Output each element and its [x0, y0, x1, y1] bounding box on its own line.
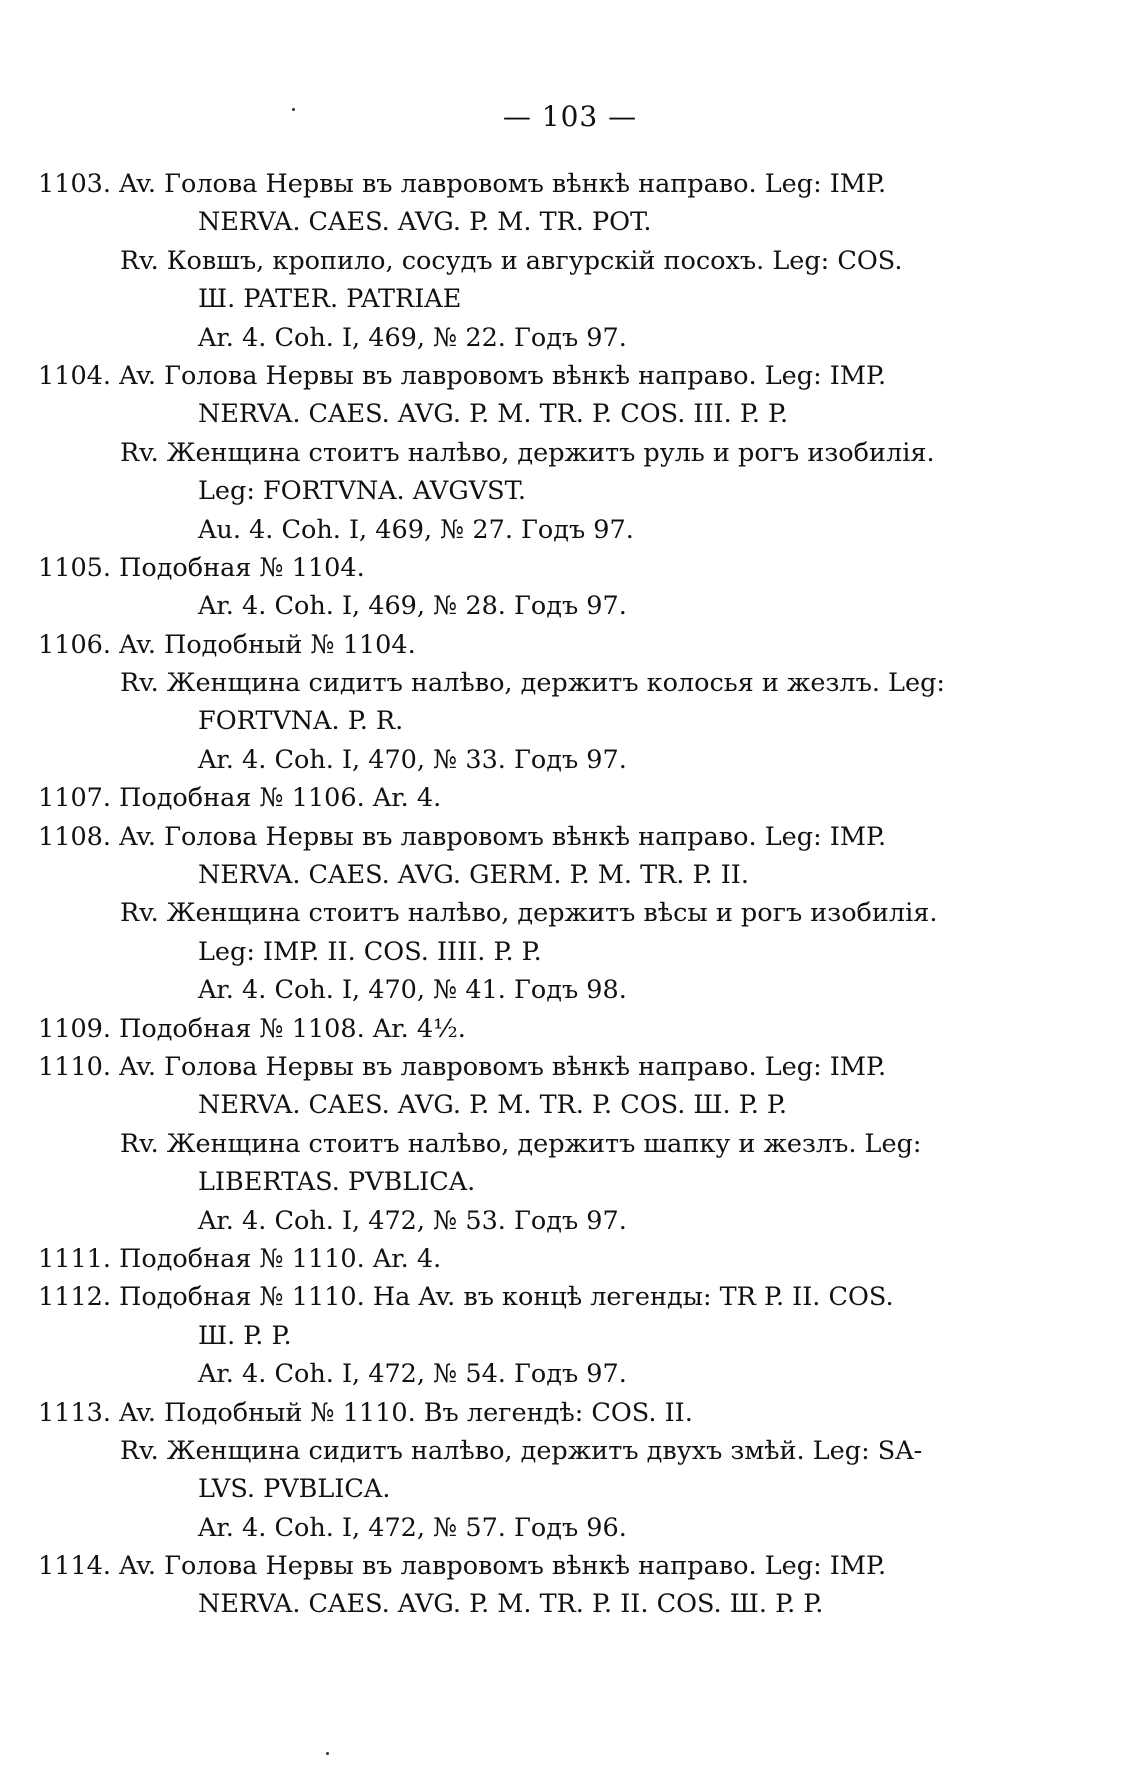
page-number: — 103 — [502, 100, 638, 133]
print-speck [326, 1752, 329, 1755]
text-line: 1112. Подобная № 1110. На Av. въ концѣ легенды: TR P. II. COS. [38, 1282, 894, 1313]
text-line: NERVA. CAES. AVG. P. M. TR. P. COS. III. P. P. [198, 399, 789, 430]
text-line: 1105. Подобная № 1104. [38, 552, 365, 583]
text-line: Ш. PATER. PATRIAE [198, 284, 462, 315]
text-line: Leg: FORTVNA. AVGVST. [198, 476, 526, 507]
text-line: 1114. Av. Голова Нервы въ лавровомъ вѣнкѣ направо. Leg: IMP. [38, 1551, 887, 1582]
text-line: Rv. Женщина стоитъ налѣво, держитъ руль и рогъ изобилія. [120, 437, 935, 468]
text-line: 1108. Av. Голова Нервы въ лавровомъ вѣнкѣ направо. Leg: IMP. [38, 821, 887, 852]
text-line: Ar. 4. Coh. I, 472, № 54. Годъ 97. [198, 1359, 627, 1390]
text-line: Ar. 4. Coh. I, 469, № 28. Годъ 97. [198, 591, 627, 622]
text-line: 1109. Подобная № 1108. Ar. 4½. [38, 1013, 466, 1044]
text-line: 1107. Подобная № 1106. Ar. 4. [38, 783, 442, 814]
text-line: Ar. 4. Coh. I, 469, № 22. Годъ 97. [198, 322, 627, 353]
text-line: Rv. Ковшъ, кропило, сосудъ и авгурскій посохъ. Leg: COS. [120, 245, 903, 276]
text-line: FORTVNA. P. R. [198, 706, 404, 737]
text-line: 1103. Av. Голова Нервы въ лавровомъ вѣнкѣ направо. Leg: IMP. [38, 169, 887, 199]
text-line: 1111. Подобная № 1110. Ar. 4. [38, 1243, 442, 1274]
catalog-text [38, 165, 978, 1624]
text-line: Rv. Женщина стоитъ налѣво, держитъ шапку и жезлъ. Leg: [120, 1128, 922, 1159]
print-speck [292, 108, 295, 111]
text-line: NERVA. CAES. AVG. GERM. P. M. TR. P. II. [198, 860, 749, 891]
text-line: NERVA. CAES. AVG. P. M. TR. P. II. COS. Ш. P. P. [198, 1589, 824, 1620]
text-line: NERVA. CAES. AVG. P. M. TR. P. COS. Ш. P. P. [198, 1090, 788, 1121]
text-line: Rv. Женщина сидитъ налѣво, держитъ колосья и жезлъ. Leg: [120, 668, 945, 699]
text-line: 1104. Av. Голова Нервы въ лавровомъ вѣнкѣ направо. Leg: IMP. [38, 360, 887, 391]
text-line: LVS. PVBLICA. [198, 1474, 391, 1505]
text-line: LIBERTAS. PVBLICA. [198, 1167, 476, 1198]
text-line: Ar. 4. Coh. I, 470, № 41. Годъ 98. [198, 975, 627, 1006]
text-line: NERVA. CAES. AVG. P. M. TR. POT. [198, 207, 652, 238]
text-line: Ш. P. P. [198, 1320, 292, 1351]
text-line: Au. 4. Coh. I, 469, № 27. Годъ 97. [198, 514, 634, 545]
text-line: Ar. 4. Coh. I, 472, № 53. Годъ 97. [198, 1205, 627, 1236]
text-line: Ar. 4. Coh. I, 472, № 57. Годъ 96. [198, 1512, 627, 1543]
text-line: 1110. Av. Голова Нервы въ лавровомъ вѣнкѣ направо. Leg: IMP. [38, 1051, 887, 1082]
text-line: Rv. Женщина сидитъ налѣво, держитъ двухъ змѣй. Leg: SA- [120, 1435, 923, 1466]
text-line: Rv. Женщина стоитъ налѣво, держитъ вѣсы и рогъ изобилія. [120, 898, 938, 929]
text-line: Ar. 4. Coh. I, 470, № 33. Годъ 97. [198, 744, 627, 775]
text-line: Leg: IMP. II. COS. IIII. P. P. [198, 936, 542, 967]
text-line: 1106. Av. Подобный № 1104. [38, 629, 416, 660]
text-line: 1113. Av. Подобный № 1110. Въ легендѣ: COS. II. [38, 1397, 693, 1428]
